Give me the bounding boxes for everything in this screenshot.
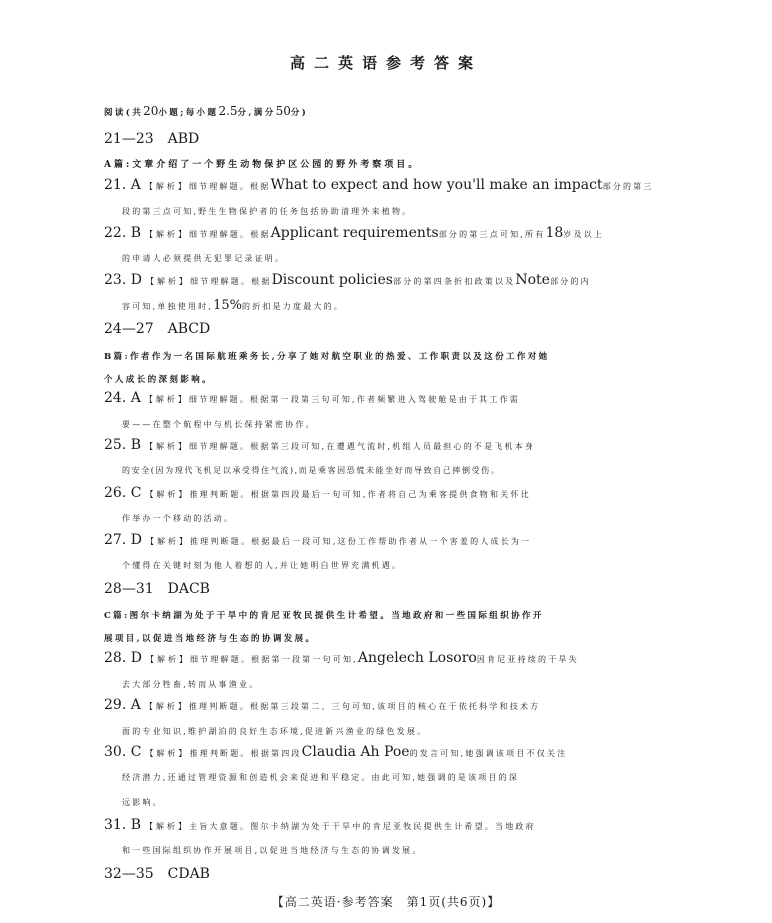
analysis-text: 因肯尼亚持续的干旱失 bbox=[476, 655, 579, 664]
total-points: 50 bbox=[275, 104, 291, 118]
reading-section-header bbox=[104, 104, 308, 118]
answer-21-continued: 段的第三点可知,野生生物保护者的任务包括协助清理外来植物。 bbox=[122, 207, 413, 216]
answer-30 bbox=[104, 744, 567, 760]
passage-c-text: 展项目,以促进当地经济与生态的协调发展。 bbox=[104, 634, 317, 644]
analysis-text: 岁及以上 bbox=[563, 230, 605, 239]
analysis-tag: 【解析】 bbox=[145, 655, 190, 664]
answer-24 bbox=[104, 390, 520, 406]
analysis-text: 部分的第四条折扣政策以及 bbox=[392, 277, 516, 286]
analysis-text: 细节理解题。根据 bbox=[189, 230, 271, 239]
analysis-text: 推理判断题。根据第四段 bbox=[189, 749, 302, 758]
analysis-tag: 【解析】 bbox=[145, 442, 190, 451]
analysis-text: 细节理解题。根据第一段第一句可知, bbox=[189, 655, 358, 664]
analysis-text: 部分的第三点可知,所有 bbox=[438, 230, 546, 239]
points-per-question: 2.5 bbox=[218, 104, 238, 118]
answer-number: 22. B bbox=[104, 225, 142, 241]
age-number: 18 bbox=[545, 225, 564, 241]
english-quote: Claudia Ah Poe bbox=[301, 744, 410, 760]
answer-29-continued: 面的专业知识,维护湖泊的良好生态环境,促进新兴渔业的绿色发展。 bbox=[122, 727, 428, 736]
passage-c-summary-line2 bbox=[104, 630, 316, 644]
answer-24-continued: 要——在整个航程中与机长保持紧密协作。 bbox=[122, 420, 316, 429]
analysis-text: 推理判断题。根据第三段第二、三句可知,该项目的核心在于依托科学和技术方 bbox=[188, 702, 541, 711]
english-quote: Discount policies bbox=[271, 272, 393, 288]
answer-27 bbox=[104, 532, 531, 548]
passage-a-summary bbox=[104, 156, 420, 170]
passage-c-text: C篇:图尔卡纳湖为处于干旱中的肯尼亚牧民提供生计希望。当地政府和一些国际组织协作开 bbox=[104, 611, 544, 621]
analysis-text: 容可知,单独使用时, bbox=[122, 302, 214, 311]
english-quote: Angelech Losoro bbox=[357, 650, 477, 666]
passage-b-text: 个人成长的深刻影响。 bbox=[104, 375, 214, 385]
analysis-text: 推理判断题。根据第四段最后一句可知,作者将自己为乘客提供食物和关怀比 bbox=[189, 490, 531, 499]
answer-30-continued-2: 远影响。 bbox=[122, 798, 163, 807]
answer-21 bbox=[104, 177, 654, 193]
answer-23-continued bbox=[122, 298, 344, 313]
analysis-text: 主旨大意题。图尔卡纳湖为处于干旱中的肯尼亚牧民提供生计希望。当地政府 bbox=[189, 822, 536, 831]
analysis-tag: 【解析】 bbox=[145, 749, 190, 758]
answer-31 bbox=[104, 817, 536, 833]
passage-b-text: B篇:作者作为一名国际航班乘务长,分享了她对航空职业的热爱、工作职责以及这份工作对她 bbox=[104, 352, 550, 362]
passage-c-summary-line1 bbox=[104, 607, 544, 621]
answer-number: 24. A bbox=[104, 390, 141, 406]
analysis-text: 推理判断题。根据最后一段可知,这份工作帮助作者从一个害羞的人成长为一 bbox=[189, 537, 532, 546]
answer-number: 26. C bbox=[104, 485, 142, 501]
answer-number: 28. D bbox=[104, 650, 142, 666]
answer-30-continued: 经济潜力,还通过管理资源和创造机会来促进和平稳定。由此可知,她强调的是该项目的深 bbox=[122, 773, 520, 782]
answer-26-continued: 作举办一个移动的活动。 bbox=[122, 514, 235, 523]
english-quote: What to expect and how you'll make an impact bbox=[270, 177, 603, 193]
answer-group-32-35: 32—35 CDAB bbox=[104, 866, 210, 882]
header-part: 分) bbox=[290, 108, 309, 118]
english-quote: Note bbox=[515, 272, 550, 288]
analysis-tag: 【解析】 bbox=[144, 182, 189, 191]
page-title: 高二英语参考答案 bbox=[289, 54, 482, 72]
analysis-text: 细节理解题。根据第三段可知,在遭遇气流时,机组人员最担心的不是飞机本身 bbox=[189, 442, 536, 451]
answer-26 bbox=[104, 485, 531, 501]
analysis-text: 部分的第三 bbox=[602, 182, 654, 191]
analysis-tag: 【解析】 bbox=[144, 702, 189, 711]
analysis-text: 细节理解题。根据 bbox=[189, 277, 272, 286]
analysis-text: 部分的内 bbox=[549, 277, 591, 286]
answer-number: 21. A bbox=[104, 177, 141, 193]
answer-number: 29. A bbox=[104, 697, 141, 713]
header-part: 小题;每小题 bbox=[158, 108, 219, 118]
analysis-tag: 【解析】 bbox=[145, 490, 190, 499]
answer-22-continued: 的申请人必须提供无犯罪记录证明。 bbox=[122, 254, 286, 263]
header-part: 分,满分 bbox=[237, 108, 276, 118]
analysis-text: 的折扣是力度最大的。 bbox=[242, 302, 344, 311]
analysis-text: 的发言可知,她强调该项目不仅关注 bbox=[409, 749, 568, 758]
passage-b-summary-line2 bbox=[104, 371, 213, 385]
discount-percent: 15% bbox=[213, 298, 242, 313]
page-footer: 【高二英语·参考答案 第1页(共6页)】 bbox=[271, 895, 501, 909]
answer-number: 27. D bbox=[104, 532, 142, 548]
analysis-tag: 【解析】 bbox=[145, 537, 190, 546]
question-count: 20 bbox=[143, 104, 159, 118]
answer-23 bbox=[104, 272, 591, 288]
answer-31-continued: 和一些国际组织协作开展项目,以促进当地经济与生态的协调发展。 bbox=[122, 846, 423, 855]
answer-22 bbox=[104, 225, 604, 241]
english-quote: Applicant requirements bbox=[270, 225, 439, 241]
answer-29 bbox=[104, 697, 540, 713]
answer-25-continued: 的安全(因为现代飞机足以承受得住气流),而是乘客因恐慌未能坐好而导致自己摔倒受伤。 bbox=[122, 466, 501, 475]
analysis-text: 细节理解题。根据第一段第三句可知,作者频繁进入驾驶舱是由于其工作需 bbox=[188, 395, 520, 404]
answer-number: 30. C bbox=[104, 744, 142, 760]
answer-group-24-27: 24—27 ABCD bbox=[104, 321, 211, 337]
answer-number: 31. B bbox=[104, 817, 142, 833]
answer-28 bbox=[104, 650, 579, 666]
answer-27-continued: 个懂得在关键时刻为他人着想的人,并让她明白世界充满机遇。 bbox=[122, 561, 403, 570]
analysis-tag: 【解析】 bbox=[144, 395, 189, 404]
answer-group-28-31: 28—31 DACB bbox=[104, 581, 210, 597]
answer-number: 25. B bbox=[104, 437, 142, 453]
passage-b-summary-line1 bbox=[104, 348, 550, 362]
analysis-text: 细节理解题。根据 bbox=[188, 182, 271, 191]
analysis-tag: 【解析】 bbox=[145, 822, 190, 831]
analysis-tag: 【解析】 bbox=[145, 230, 190, 239]
answer-group-21-23: 21—23 ABD bbox=[104, 131, 200, 147]
analysis-tag: 【解析】 bbox=[145, 277, 190, 286]
answer-number: 23. D bbox=[104, 272, 142, 288]
header-part: 阅读(共 bbox=[104, 108, 144, 118]
answer-28-continued: 去大部分牲畜,转而从事渔业。 bbox=[122, 680, 260, 689]
answer-25 bbox=[104, 437, 535, 453]
passage-a-text: A篇:文章介绍了一个野生动物保护区公园的野外考察项目。 bbox=[104, 160, 421, 170]
